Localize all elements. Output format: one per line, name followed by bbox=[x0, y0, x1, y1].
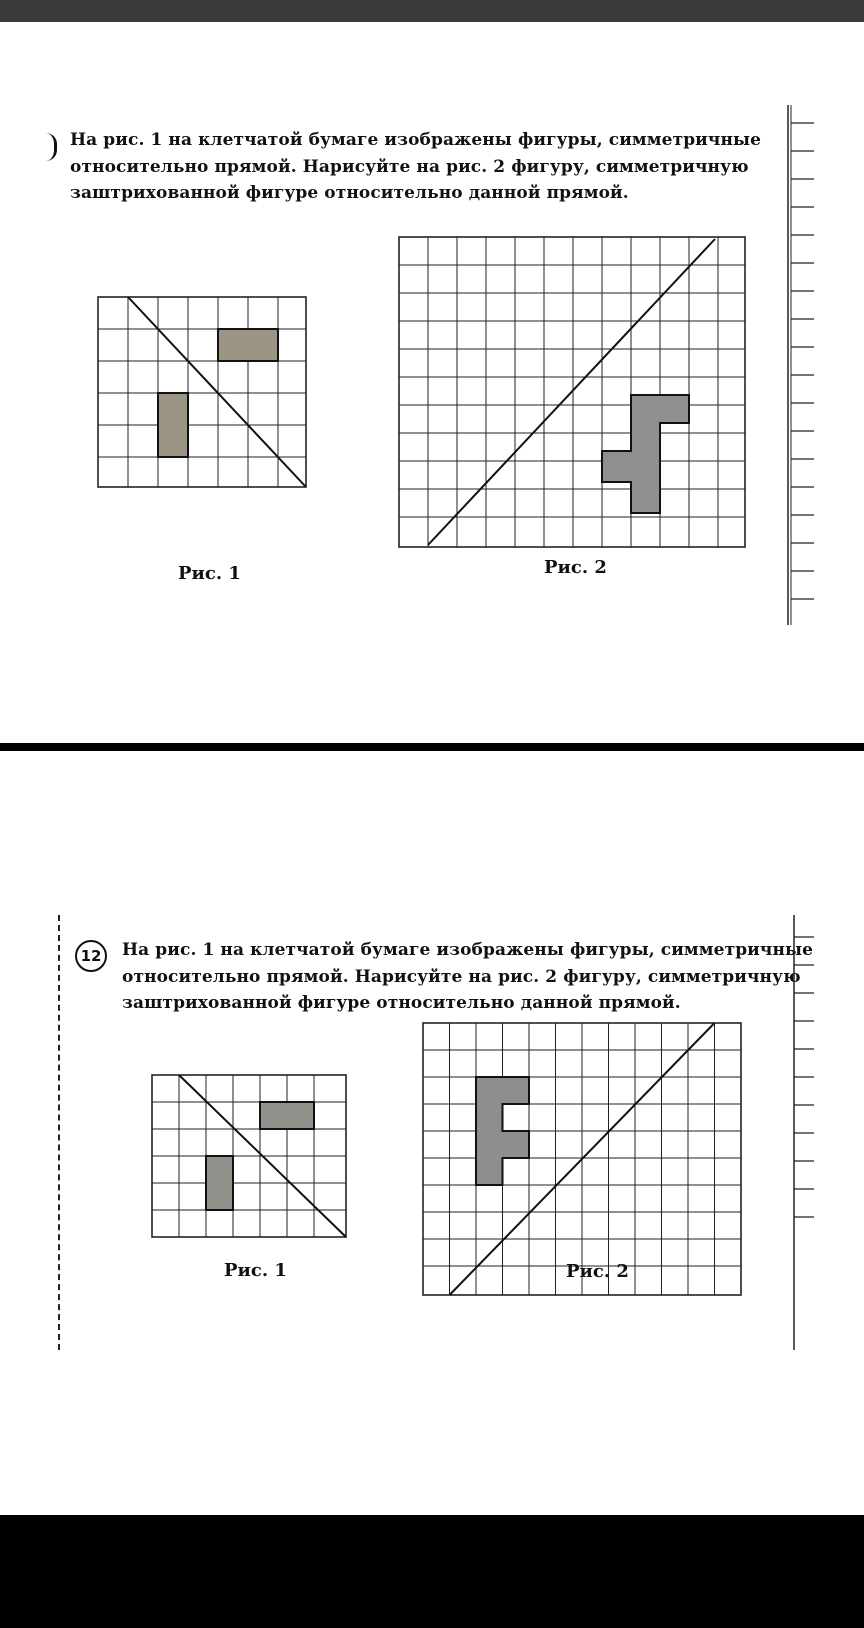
task-text-line: заштрихованной фигуре относительно данной прямой. bbox=[122, 993, 681, 1013]
page-edge-ruler bbox=[784, 105, 816, 625]
symmetry-line bbox=[128, 297, 306, 487]
shaded-rectangle-horizontal bbox=[218, 329, 278, 361]
bottom-bar bbox=[0, 1515, 864, 1628]
figure-1-grid bbox=[98, 297, 306, 487]
symmetry-line bbox=[428, 239, 715, 545]
task-text-line: относительно прямой. Нарисуйте на рис. 2 фигуру, симметричную bbox=[70, 156, 749, 177]
question-number-bracket bbox=[46, 133, 57, 161]
figure-2-caption: Рис. 2 bbox=[544, 557, 607, 578]
shaded-rectangle-horizontal bbox=[260, 1102, 314, 1129]
figure-1-caption: Рис. 1 bbox=[224, 1260, 287, 1281]
figure-1-grid bbox=[152, 1075, 346, 1237]
figure-2-caption: Рис. 2 bbox=[566, 1261, 629, 1282]
task-photo-1 bbox=[46, 105, 816, 625]
section-divider bbox=[0, 743, 864, 751]
shaded-rectangle-vertical bbox=[158, 393, 188, 457]
shaded-figure bbox=[476, 1077, 529, 1185]
task-text-line: заштрихованной фигуре относительно данной прямой. bbox=[70, 183, 629, 203]
figure-2-grid bbox=[399, 237, 747, 547]
task-photo-2 bbox=[46, 915, 816, 1350]
task-text-line: На рис. 1 на клетчатой бумаге изображены фигуры, симметричные bbox=[122, 940, 814, 960]
shaded-rectangle-vertical bbox=[206, 1156, 233, 1210]
question-number-badge: 12 bbox=[75, 940, 107, 972]
figure-2-grid bbox=[423, 1023, 741, 1295]
page-edge-ruler bbox=[790, 915, 816, 1350]
task-text-2 bbox=[122, 937, 816, 1017]
shaded-figure bbox=[602, 395, 689, 513]
task-text-line: относительно прямой. Нарисуйте на рис. 2 фигуру, симметричную bbox=[122, 966, 801, 987]
task-text-line: На рис. 1 на клетчатой бумаге изображены фигуры, симметричные bbox=[70, 130, 762, 150]
task-text-1 bbox=[70, 127, 816, 207]
dashed-cut-line bbox=[58, 915, 60, 1350]
top-bar bbox=[0, 0, 864, 22]
figure-1-caption: Рис. 1 bbox=[178, 563, 241, 584]
